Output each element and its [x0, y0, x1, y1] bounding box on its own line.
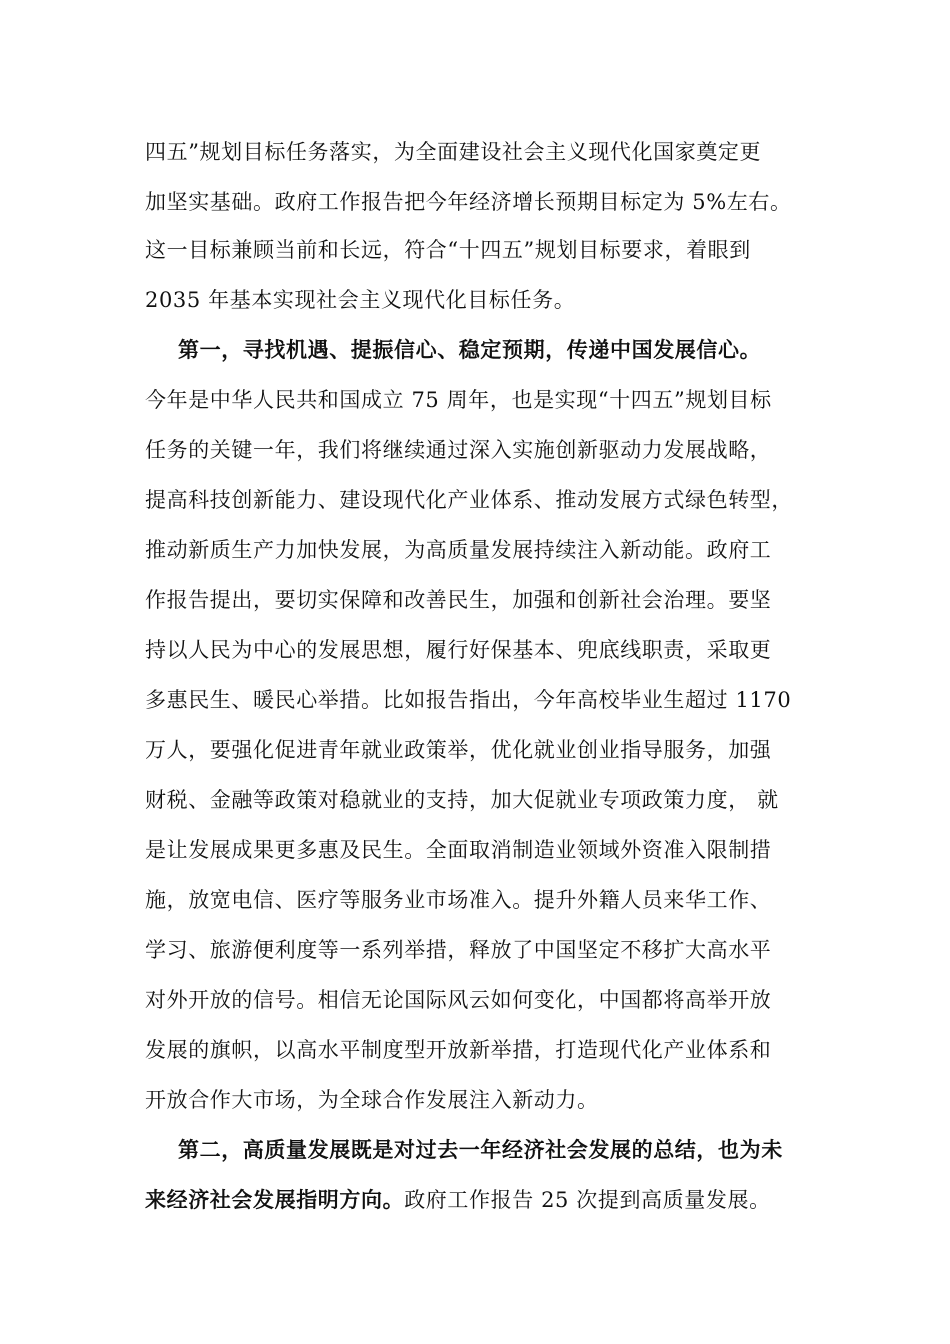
section-heading: 第一，寻找机遇、提振信心、稳定预期，传递中国发展信心。: [178, 337, 762, 362]
section-heading: 第二，高质量发展既是对过去一年经济社会发展的总结，也为未: [178, 1137, 783, 1162]
paragraph-line: 发展的旗帜，以高水平制度型开放新举措，打造现代化产业体系和: [145, 1038, 772, 1062]
paragraph-line: 作报告提出，要切实保障和改善民生，加强和创新社会治理。要坚: [145, 588, 772, 612]
paragraph-line: 对外开放的信号。相信无论国际风云如何变化，中国都将高举开放: [145, 988, 772, 1012]
section-heading-continuation: 来经济社会发展指明方向。: [145, 1187, 405, 1212]
paragraph-line: 是让发展成果更多惠及民生。全面取消制造业领域外资准入限制措: [145, 838, 772, 862]
paragraph-line: 2035 年基本实现社会主义现代化目标任务。: [145, 288, 576, 312]
paragraph-line: 提高科技创新能力、建设现代化产业体系、推动发展方式绿色转型，: [145, 488, 793, 512]
paragraph-line: 施，放宽电信、医疗等服务业市场准入。提升外籍人员来华工作、: [145, 888, 772, 912]
paragraph-line: 多惠民生、暖民心举措。比如报告指出，今年高校毕业生超过 1170: [145, 688, 792, 712]
paragraph-line: 学习、旅游便利度等一系列举措，释放了中国坚定不移扩大高水平: [145, 938, 772, 962]
paragraph-line: 推动新质生产力加快发展，为高质量发展持续注入新动能。政府工: [145, 538, 772, 562]
paragraph-line: [145, 1185, 771, 1215]
paragraph-line: 今年是中华人民共和国成立 75 周年，也是实现“十四五”规划目标: [145, 388, 772, 412]
paragraph-text: 政府工作报告 25 次提到高质量发展。: [404, 1188, 771, 1212]
paragraph-line: 财税、金融等政策对稳就业的支持，加大促就业专项政策力度， 就: [145, 788, 779, 812]
paragraph-line: 开放合作大市场，为全球合作发展注入新动力。: [145, 1088, 599, 1112]
paragraph-line: 任务的关键一年，我们将继续通过深入实施创新驱动力发展战略，: [145, 438, 772, 462]
paragraph-line: 持以人民为中心的发展思想，履行好保基本、兜底线职责，采取更: [145, 638, 772, 662]
paragraph-line: 加坚实基础。政府工作报告把今年经济增长预期目标定为 5%左右。: [145, 190, 792, 214]
paragraph-line: 这一目标兼顾当前和长远，符合“十四五”规划目标要求，着眼到: [145, 238, 751, 262]
paragraph-line: 万人，要强化促进青年就业政策举，优化就业创业指导服务，加强: [145, 738, 772, 762]
paragraph-line: 四五”规划目标任务落实，为全面建设社会主义现代化国家奠定更: [145, 140, 762, 164]
